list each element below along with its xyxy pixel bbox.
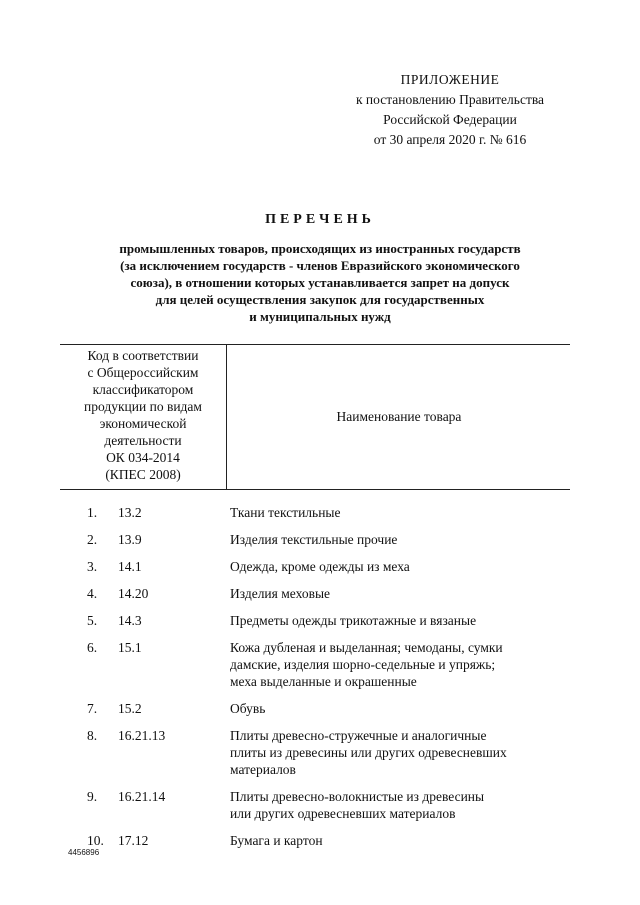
annex-block	[300, 70, 600, 150]
table-row	[60, 700, 580, 717]
subtitle-line: (за исключением государств - членов Евразийского экономического	[120, 258, 520, 273]
row-code: 14.1	[118, 559, 142, 574]
row-code: 14.20	[118, 586, 149, 601]
row-product-name	[230, 585, 560, 602]
row-product-name	[230, 727, 560, 778]
product-name-line: Кожа дубленая и выделанная; чемоданы, сумки	[230, 640, 503, 655]
row-code: 17.12	[118, 833, 149, 848]
row-product-name	[230, 531, 560, 548]
row-number: 4.	[87, 586, 98, 601]
header-name-column: Наименование товара	[336, 409, 462, 424]
footer-code: 4456896	[68, 848, 100, 857]
row-number: 9.	[87, 789, 98, 804]
subtitle-line: для целей осуществления закупок для государственных	[155, 292, 485, 307]
row-product-name	[230, 639, 560, 690]
product-name-line: Предметы одежды трикотажные и вязаные	[230, 613, 477, 628]
header-code-line: классификатором	[92, 382, 194, 397]
row-code: 13.9	[118, 532, 142, 547]
header-code-line: с Общероссийским	[87, 365, 199, 380]
product-name-line: или других одревесневших материалов	[230, 806, 456, 821]
header-code-line: экономической	[99, 416, 187, 431]
row-product-name	[230, 558, 560, 575]
product-name-line: Плиты древесно-стружечные и аналогичные	[230, 728, 487, 743]
annex-line-2: к постановлению Правительства	[355, 92, 545, 107]
row-code: 16.21.13	[118, 728, 166, 743]
subtitle-line: и муниципальных нужд	[249, 309, 391, 324]
header-code-line: (КПЕС 2008)	[105, 467, 181, 482]
row-product-name	[230, 700, 560, 717]
row-product-name	[230, 832, 560, 849]
product-name-line: Плиты древесно-волокнистые из древесины	[230, 789, 485, 804]
product-name-line: материалов	[230, 762, 296, 777]
row-number: 2.	[87, 532, 98, 547]
product-name-line: Бумага и картон	[230, 833, 323, 848]
table-row	[60, 788, 580, 822]
row-code: 16.21.14	[118, 789, 166, 804]
table-row	[60, 585, 580, 602]
row-code: 14.3	[118, 613, 142, 628]
row-number: 6.	[87, 640, 98, 655]
table-row	[60, 727, 580, 778]
table-row	[60, 504, 580, 521]
row-number: 10.	[87, 833, 104, 848]
row-code: 15.2	[118, 701, 142, 716]
product-name-line: плиты из древесины или других одревесневших	[230, 745, 507, 760]
table-row	[60, 832, 580, 849]
row-product-name	[230, 612, 560, 629]
subtitle-line: союза), в отношении которых устанавливается запрет на допуск	[130, 275, 510, 290]
header-code-line: продукции по видам	[84, 399, 202, 414]
row-code: 15.1	[118, 640, 142, 655]
product-name-line: меха выделанные и окрашенные	[230, 674, 417, 689]
row-number: 1.	[87, 505, 98, 520]
header-code-line: деятельности	[104, 433, 182, 448]
annex-line-4: от 30 апреля 2020 г. № 616	[373, 132, 527, 147]
subtitle-line: промышленных товаров, происходящих из иностранных государств	[119, 241, 521, 256]
table-row	[60, 558, 580, 575]
document-subtitle	[60, 240, 580, 325]
table-header	[60, 344, 570, 490]
annex-title: ПРИЛОЖЕНИЕ	[400, 72, 500, 87]
product-name-line: дамские, изделия шорно-седельные и упряжь;	[230, 657, 496, 672]
row-code: 13.2	[118, 505, 142, 520]
header-code-column	[60, 345, 227, 489]
row-number: 8.	[87, 728, 98, 743]
header-code-line: Код в соответствии	[87, 348, 199, 363]
header-code-line: ОК 034-2014	[106, 450, 180, 465]
table-row	[60, 531, 580, 548]
row-number: 5.	[87, 613, 98, 628]
product-name-line: Изделия текстильные прочие	[230, 532, 398, 547]
table-row	[60, 639, 580, 690]
annex-line-3: Российской Федерации	[383, 112, 517, 127]
product-name-line: Одежда, кроме одежды из меха	[230, 559, 410, 574]
table-row	[60, 612, 580, 629]
product-name-line: Обувь	[230, 701, 266, 716]
row-number: 3.	[87, 559, 98, 574]
row-product-name	[230, 788, 560, 822]
product-name-line: Ткани текстильные	[230, 505, 341, 520]
table-body	[60, 504, 580, 859]
row-number: 7.	[87, 701, 98, 716]
product-name-line: Изделия меховые	[230, 586, 331, 601]
row-product-name	[230, 504, 560, 521]
document-heading: ПЕРЕЧЕНЬ	[265, 212, 375, 227]
